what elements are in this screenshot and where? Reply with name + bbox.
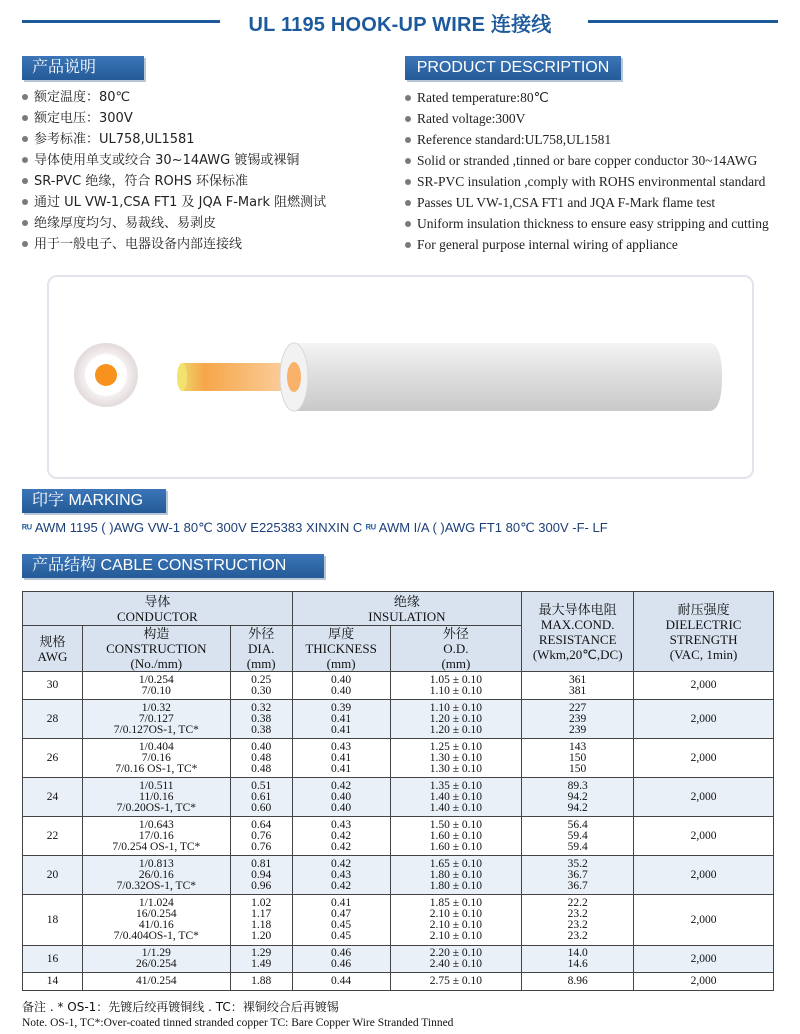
feature-en-item <box>405 150 769 171</box>
cell-dielectric: 2,000 <box>634 739 774 778</box>
cell-thickness-line: 0.40 <box>331 684 352 697</box>
header-line: 绝缘 <box>393 593 420 609</box>
cell-dia <box>230 778 292 817</box>
note-en: Note. OS-1, TC*:Over-coated tinned stranded copper TC: Bare Copper Wire Stranded Tinned <box>22 1017 454 1029</box>
header-line: CONSTRUCTION <box>106 641 207 656</box>
cell-thickness <box>292 739 390 778</box>
cell-construction-line: 7/0.254 OS-1, TC* <box>112 840 201 853</box>
cell-construction <box>82 700 230 739</box>
table-row <box>23 778 774 817</box>
header-line: (mm) <box>441 656 471 671</box>
feature-cn-text: 绝缘厚度均匀、易裁线、易剥皮 <box>34 216 217 231</box>
cell-thickness-line: 0.40 <box>331 801 352 814</box>
feature-cn-text: 额定温度：80℃ <box>34 90 131 105</box>
cell-dia-line: 0.30 <box>251 684 272 697</box>
feature-en-text: SR-PVC insulation ,comply with ROHS environmental standard <box>417 174 766 189</box>
cell-construction-line: 1/1.29 <box>141 947 171 959</box>
cell-resistance-line: 150 <box>569 751 587 764</box>
cell-dia-line: 0.76 <box>251 840 272 853</box>
cell-construction-line: 7/0.16 OS-1, TC* <box>115 762 198 775</box>
cell-thickness-line: 0.42 <box>331 829 352 842</box>
cell-construction <box>82 739 230 778</box>
cell-construction-line: 7/0.16 <box>141 751 171 764</box>
cell-od-line: 1.30 ± 0.10 <box>429 751 483 764</box>
cell-thickness-line: 0.46 <box>331 947 352 959</box>
cell-resistance <box>522 778 634 817</box>
cell-construction-line: 7/0.32OS-1, TC* <box>116 879 196 892</box>
cell-thickness-line: 0.44 <box>331 975 352 987</box>
cell-thickness-line: 0.45 <box>331 930 352 942</box>
bullet-icon <box>22 241 28 247</box>
marking-part-2: AWM I/A ( )AWG FT1 80℃ 300V -F- LF <box>378 520 608 535</box>
header-line: 最大导体电阻 <box>538 601 617 617</box>
marking-part-1: AWM 1195 ( )AWG VW-1 80℃ 300V E225383 XINXIN C <box>34 520 363 535</box>
section-tab-construction: 产品结构 CABLE CONSTRUCTION <box>22 554 324 578</box>
table-body <box>23 672 774 991</box>
cross-section-icon <box>75 344 137 406</box>
cell-od-line: 1.25 ± 0.10 <box>429 740 483 753</box>
cell-thickness-line: 0.42 <box>331 857 352 870</box>
cell-thickness <box>292 778 390 817</box>
wire-illustration-frame <box>47 275 754 479</box>
ul-logo-icon: ᴿᵁ <box>365 523 376 535</box>
cell-resistance-line: 239 <box>569 712 587 725</box>
cell-od <box>390 672 522 700</box>
table-row <box>23 672 774 700</box>
header-line: THICKNESS <box>305 641 377 656</box>
cell-od <box>390 973 522 991</box>
cell-od <box>390 739 522 778</box>
bullet-icon <box>22 178 28 184</box>
bullet-icon <box>405 179 411 185</box>
bullet-icon <box>405 95 411 101</box>
cell-dia <box>230 856 292 895</box>
cell-dia-line: 1.18 <box>251 919 272 931</box>
cell-resistance-line: 59.4 <box>567 829 588 842</box>
cell-thickness <box>292 700 390 739</box>
cell-dielectric: 2,000 <box>634 672 774 700</box>
cell-od-line: 2.10 ± 0.10 <box>429 908 483 920</box>
cell-dia-line: 0.64 <box>251 818 272 831</box>
header-line: INSULATION <box>368 608 446 624</box>
header-insulation <box>292 592 522 626</box>
cell-thickness-line: 0.43 <box>331 740 352 753</box>
cell-resistance-line: 94.2 <box>567 790 588 803</box>
cell-od-line: 2.10 ± 0.10 <box>429 930 483 942</box>
bullet-icon <box>22 157 28 163</box>
header-line: 导体 <box>144 593 171 609</box>
cell-dia <box>230 973 292 991</box>
feature-en-item <box>405 108 769 129</box>
cell-resistance-line: 143 <box>569 740 587 753</box>
cell-od-line: 1.85 ± 0.10 <box>429 897 483 909</box>
feature-en-text: Uniform insulation thickness to ensure easy stripping and cutting <box>417 216 769 231</box>
cell-od-line: 1.60 ± 0.10 <box>429 840 483 853</box>
header-line: STRENGTH <box>669 631 738 647</box>
cell-construction-line: 7/0.10 <box>141 684 171 697</box>
cell-resistance <box>522 973 634 991</box>
cell-resistance-line: 22.2 <box>567 897 588 909</box>
cell-thickness-line: 0.41 <box>331 712 352 725</box>
cell-awg: 24 <box>23 778 83 817</box>
feature-en-text: Passes UL VW-1,CSA FT1 and JQA F-Mark flame test <box>417 195 716 210</box>
cell-od-line: 1.40 ± 0.10 <box>429 801 483 814</box>
feature-en-item <box>405 192 769 213</box>
cell-awg: 22 <box>23 817 83 856</box>
cell-dia <box>230 700 292 739</box>
cell-dia-line: 0.38 <box>251 712 272 725</box>
cell-od <box>390 895 522 946</box>
header-line: 规格 <box>39 633 66 649</box>
feature-cn-item <box>22 171 326 192</box>
cell-resistance <box>522 672 634 700</box>
header-line: (Wkm,20℃,DC) <box>532 646 623 662</box>
feature-en-item <box>405 87 769 108</box>
note-cn: 备注 . * OS-1：先镀后绞再镀铜线 . TC：裸铜绞合后再镀锡 <box>22 1000 339 1014</box>
cell-dia-line: 0.48 <box>251 762 272 775</box>
cell-thickness-line: 0.42 <box>331 879 352 892</box>
cell-dia-line: 0.94 <box>251 868 272 881</box>
feature-en-text: Solid or stranded ,tinned or bare copper conductor 30~14AWG <box>417 153 758 168</box>
cell-resistance-line: 36.7 <box>567 879 588 892</box>
cell-dia-line: 0.76 <box>251 829 272 842</box>
cell-od-line: 1.80 ± 0.10 <box>429 879 483 892</box>
cell-awg: 18 <box>23 895 83 946</box>
cell-resistance-line: 14.0 <box>567 947 588 959</box>
header-od <box>390 626 522 672</box>
cell-resistance-line: 239 <box>569 723 587 736</box>
cell-construction-line: 1/0.254 <box>138 673 174 686</box>
cell-construction <box>82 946 230 973</box>
cell-resistance-line: 56.4 <box>567 818 588 831</box>
header-line: RESISTANCE <box>538 631 617 647</box>
cell-dia-line: 1.20 <box>251 930 272 942</box>
cell-construction-line: 1/0.404 <box>138 740 174 753</box>
header-line: 构造 <box>143 626 170 641</box>
cell-thickness-line: 0.41 <box>331 751 352 764</box>
feature-en-item <box>405 171 769 192</box>
cell-od-line: 1.40 ± 0.10 <box>429 790 483 803</box>
cell-od-line: 1.80 ± 0.10 <box>429 868 483 881</box>
feature-cn-item <box>22 192 326 213</box>
bullet-icon <box>22 115 28 121</box>
cell-resistance-line: 381 <box>569 684 587 697</box>
feature-list-en <box>405 87 769 255</box>
cell-resistance <box>522 817 634 856</box>
cell-od <box>390 778 522 817</box>
cell-thickness-line: 0.40 <box>331 790 352 803</box>
cell-dielectric: 2,000 <box>634 856 774 895</box>
cell-construction-line: 11/0.16 <box>139 790 174 803</box>
cell-dia-line: 1.49 <box>251 958 272 970</box>
cable-construction-table <box>22 591 774 991</box>
cell-od <box>390 817 522 856</box>
cell-construction-line: 7/0.20OS-1, TC* <box>116 801 196 814</box>
bullet-icon <box>405 116 411 122</box>
header-line: AWG <box>37 648 68 664</box>
cell-thickness-line: 0.46 <box>331 958 352 970</box>
header-line: O.D. <box>443 641 469 656</box>
header-line: 外径 <box>442 626 469 641</box>
wire-illustration <box>49 277 752 477</box>
cell-resistance-line: 36.7 <box>567 868 588 881</box>
table-row <box>23 700 774 739</box>
feature-cn-item <box>22 213 326 234</box>
cell-dia-line: 0.81 <box>251 857 272 870</box>
cell-construction-line: 1/0.813 <box>138 857 174 870</box>
cell-dia-line: 0.51 <box>251 779 272 792</box>
cell-thickness-line: 0.41 <box>331 897 352 909</box>
cell-thickness <box>292 856 390 895</box>
cell-od-line: 1.20 ± 0.10 <box>429 712 483 725</box>
feature-cn-text: 用于一般电子、电器设备内部连接线 <box>34 237 243 252</box>
cell-construction-line: 41/0.254 <box>136 975 177 987</box>
header-construction <box>82 626 230 672</box>
cell-dia-line: 0.40 <box>251 740 272 753</box>
cell-dia-line: 0.96 <box>251 879 272 892</box>
table-row <box>23 856 774 895</box>
feature-cn-text: 通过 UL VW-1,CSA FT1 及 JQA F-Mark 阻燃测试 <box>34 195 327 210</box>
cell-od-line: 1.05 ± 0.10 <box>429 673 483 686</box>
cell-thickness-line: 0.45 <box>331 919 352 931</box>
feature-cn-item <box>22 129 326 150</box>
cell-construction <box>82 895 230 946</box>
cell-dia-line: 0.38 <box>251 723 272 736</box>
cell-resistance-line: 8.96 <box>567 975 588 987</box>
header-resistance <box>522 592 634 672</box>
bullet-icon <box>22 94 28 100</box>
cell-dia <box>230 946 292 973</box>
cell-od <box>390 856 522 895</box>
cell-resistance-line: 59.4 <box>567 840 588 853</box>
cell-dia-line: 0.32 <box>251 701 272 714</box>
cell-thickness <box>292 817 390 856</box>
cell-resistance <box>522 739 634 778</box>
cell-dia-line: 1.17 <box>251 908 272 920</box>
table-row <box>23 973 774 991</box>
cell-od-line: 1.10 ± 0.10 <box>429 684 483 697</box>
cell-dia-line: 1.88 <box>251 975 272 987</box>
header-line: (No./mm) <box>130 656 183 671</box>
cell-awg: 30 <box>23 672 83 700</box>
cell-thickness-line: 0.41 <box>331 762 352 775</box>
cell-resistance-line: 35.2 <box>567 857 588 870</box>
table-row <box>23 946 774 973</box>
feature-cn-text: 额定电压：300V <box>34 111 133 126</box>
cell-thickness-line: 0.41 <box>331 723 352 736</box>
cell-awg: 14 <box>23 973 83 991</box>
cell-dielectric: 2,000 <box>634 817 774 856</box>
cell-construction-line: 7/0.127 <box>138 712 174 725</box>
header-dia <box>230 626 292 672</box>
wire-side-icon <box>177 343 722 411</box>
section-tab-marking: 印字 MARKING <box>22 489 166 513</box>
feature-cn-item <box>22 87 326 108</box>
cell-dia-line: 0.48 <box>251 751 272 764</box>
bullet-icon <box>405 158 411 164</box>
cell-construction-line: 7/0.127OS-1, TC* <box>113 723 199 736</box>
cell-thickness-line: 0.43 <box>331 868 352 881</box>
cell-construction <box>82 856 230 895</box>
cell-od-line: 2.10 ± 0.10 <box>429 919 483 931</box>
cell-construction-line: 16/0.254 <box>136 908 177 920</box>
cell-dia <box>230 817 292 856</box>
bullet-icon <box>22 136 28 142</box>
notes <box>22 999 453 1031</box>
feature-cn-text: 导体使用单支或绞合 30~14AWG 镀锡或裸铜 <box>34 153 300 168</box>
header-line: CONDUCTOR <box>116 608 198 624</box>
cell-dia-line: 1.29 <box>251 947 272 959</box>
bullet-icon <box>22 220 28 226</box>
cell-od-line: 1.50 ± 0.10 <box>429 818 483 831</box>
cell-od-line: 1.20 ± 0.10 <box>429 723 483 736</box>
cell-od-line: 1.30 ± 0.10 <box>429 762 483 775</box>
bullet-icon <box>405 137 411 143</box>
cell-construction-line: 7/0.404OS-1, TC* <box>113 930 199 942</box>
cell-dia <box>230 672 292 700</box>
cell-thickness <box>292 973 390 991</box>
cell-awg: 16 <box>23 946 83 973</box>
header-line: (mm) <box>326 656 356 671</box>
table-row <box>23 895 774 946</box>
cell-resistance-line: 23.2 <box>567 919 588 931</box>
cell-construction <box>82 817 230 856</box>
header-line: 耐压强度 <box>677 601 730 617</box>
cell-construction-line: 26/0.16 <box>138 868 174 881</box>
cell-od-line: 1.35 ± 0.10 <box>429 779 483 792</box>
header-conductor <box>23 592 293 626</box>
cell-resistance-line: 94.2 <box>567 801 588 814</box>
bullet-icon <box>405 242 411 248</box>
cell-resistance-line: 14.6 <box>567 958 588 970</box>
ul-logo-icon: ᴿᵁ <box>22 523 32 535</box>
cell-resistance-line: 361 <box>569 673 587 686</box>
cell-od-line: 2.20 ± 0.10 <box>429 947 483 959</box>
cell-dielectric: 2,000 <box>634 946 774 973</box>
cell-construction-line: 26/0.254 <box>136 958 177 970</box>
cell-dielectric: 2,000 <box>634 973 774 991</box>
cell-thickness-line: 0.39 <box>331 701 352 714</box>
title-row <box>0 6 800 34</box>
section-tab-product-en: PRODUCT DESCRIPTION <box>405 56 621 80</box>
table-row <box>23 817 774 856</box>
cell-od <box>390 700 522 739</box>
cell-thickness-line: 0.40 <box>331 673 352 686</box>
cell-awg: 20 <box>23 856 83 895</box>
feature-cn-item <box>22 234 326 255</box>
cell-thickness-line: 0.42 <box>331 779 352 792</box>
cell-thickness-line: 0.42 <box>331 840 352 853</box>
cell-resistance <box>522 895 634 946</box>
marking-text <box>22 520 608 536</box>
cell-construction-line: 1/0.511 <box>139 779 174 792</box>
cell-thickness <box>292 946 390 973</box>
cell-resistance-line: 23.2 <box>567 930 588 942</box>
feature-en-text: Rated temperature:80℃ <box>417 90 549 105</box>
cell-dielectric: 2,000 <box>634 700 774 739</box>
feature-en-text: Rated voltage:300V <box>417 111 526 126</box>
feature-list-cn <box>22 87 326 255</box>
cell-resistance <box>522 856 634 895</box>
cell-dia <box>230 895 292 946</box>
header-line: (mm) <box>246 656 276 671</box>
header-awg <box>23 626 83 672</box>
header-line: DIA. <box>248 641 275 656</box>
cell-dielectric: 2,000 <box>634 895 774 946</box>
bullet-icon <box>405 221 411 227</box>
bullet-icon <box>405 200 411 206</box>
feature-cn-item <box>22 150 326 171</box>
cell-dia-line: 0.61 <box>251 790 272 803</box>
feature-en-item <box>405 213 769 234</box>
cell-construction-line: 1/0.643 <box>138 818 174 831</box>
feature-en-text: Reference standard:UL758,UL1581 <box>417 132 612 147</box>
cell-od-line: 1.10 ± 0.10 <box>429 701 483 714</box>
cell-construction <box>82 778 230 817</box>
cell-od-line: 1.65 ± 0.10 <box>429 857 483 870</box>
cell-resistance <box>522 700 634 739</box>
cell-construction-line: 41/0.16 <box>138 919 174 931</box>
feature-cn-text: SR-PVC 绝缘，符合 ROHS 环保标准 <box>34 174 248 189</box>
feature-en-item <box>405 234 769 255</box>
feature-cn-item <box>22 108 326 129</box>
header-line: (VAC, 1min) <box>669 646 738 662</box>
cell-resistance-line: 227 <box>569 701 587 714</box>
cell-thickness <box>292 672 390 700</box>
table-row <box>23 739 774 778</box>
cell-resistance <box>522 946 634 973</box>
page-title: UL 1195 HOOK-UP WIRE 连接线 <box>0 8 800 37</box>
cell-od-line: 1.60 ± 0.10 <box>429 829 483 842</box>
header-line: 外径 <box>248 626 275 641</box>
header-thickness <box>292 626 390 672</box>
cell-resistance-line: 89.3 <box>567 779 588 792</box>
header-line: 厚度 <box>328 626 355 641</box>
cell-awg: 28 <box>23 700 83 739</box>
cell-dia <box>230 739 292 778</box>
cell-construction <box>82 973 230 991</box>
cell-thickness-line: 0.43 <box>331 818 352 831</box>
feature-en-text: For general purpose internal wiring of appliance <box>417 237 678 252</box>
cell-resistance-line: 150 <box>569 762 587 775</box>
cell-od-line: 2.75 ± 0.10 <box>429 975 483 987</box>
cell-construction-line: 1/0.32 <box>141 701 171 714</box>
bullet-icon <box>22 199 28 205</box>
section-tab-product-cn: 产品说明 <box>22 56 144 80</box>
cell-dia-line: 1.02 <box>251 897 272 909</box>
header-dielectric <box>634 592 774 672</box>
cell-construction-line: 1/1.024 <box>138 897 174 909</box>
cell-construction <box>82 672 230 700</box>
feature-en-item <box>405 129 769 150</box>
cell-thickness <box>292 895 390 946</box>
feature-cn-text: 参考标准：UL758,UL1581 <box>34 132 195 147</box>
cell-od-line: 2.40 ± 0.10 <box>429 958 483 970</box>
cell-construction-line: 17/0.16 <box>138 829 174 842</box>
cell-thickness-line: 0.47 <box>331 908 352 920</box>
cell-dia-line: 0.60 <box>251 801 272 814</box>
cell-dielectric: 2,000 <box>634 778 774 817</box>
header-line: DIELECTRIC <box>665 616 742 632</box>
cell-od <box>390 946 522 973</box>
cell-resistance-line: 23.2 <box>567 908 588 920</box>
header-line: MAX.COND. <box>540 616 615 632</box>
cell-awg: 26 <box>23 739 83 778</box>
cell-dia-line: 0.25 <box>251 673 272 686</box>
